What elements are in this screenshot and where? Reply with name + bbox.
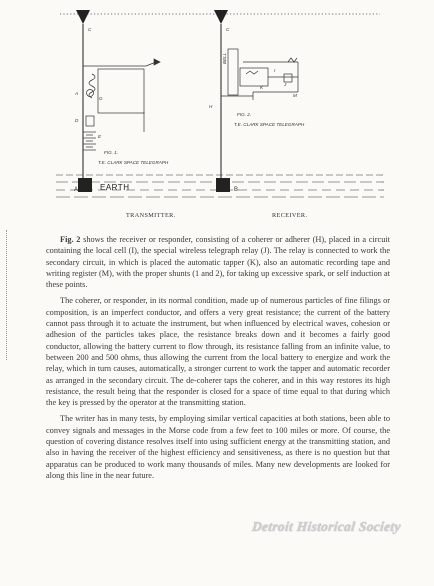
svg-text:A: A	[75, 91, 79, 96]
svg-text:B: B	[234, 187, 239, 193]
figure-reference: Fig. 2	[60, 235, 81, 244]
telegraph-diagram	[48, 4, 388, 226]
right-tower-top	[214, 10, 228, 24]
svg-text:G: G	[99, 96, 103, 101]
svg-text:C: C	[88, 27, 92, 32]
svg-text:A: A	[74, 187, 79, 193]
watermark: Detroit Historical Society	[251, 519, 402, 534]
body-text	[46, 234, 390, 486]
svg-text:D: D	[75, 118, 79, 123]
svg-text:FIG. 1.: FIG. 1.	[104, 150, 119, 155]
left-ground-plate	[78, 178, 92, 192]
receiver-apparatus	[221, 49, 298, 100]
transmitter-apparatus	[83, 59, 160, 150]
left-tower-top	[76, 10, 90, 24]
svg-text:M: M	[293, 93, 297, 98]
svg-text:C: C	[226, 27, 230, 32]
svg-text:EARTH: EARTH	[100, 183, 130, 192]
svg-text:E: E	[98, 134, 102, 139]
receiver-caption: RECEIVER.	[272, 212, 308, 219]
paragraph-3: The writer has in many tests, by employing similar vertical capacities at both stations, been able to convey signals and messages in the Morse code from a few feet to 100 miles or more. Of course, the question of covering distance resolves itself into using sufficient energy at the transmitting station, and also in having the receiver of the highest efficiency and sensitiveness, as there is no question but that apparatus can be produced to work many thousands of miles. Many new developments are looked for along this line in the near future.	[46, 414, 390, 480]
paragraph-1: Fig. 2 shows the receiver or responder, consisting of a coherer or adherer (H), placed in a circuit containing the local cell (I), the special wireless telegraph relay (J). The relay is connected to work the secondary circuit, in which is placed the automatic tapper (K), also an automatic recording tape and writing register (M), with the proper shunts (1 and 2), for taking up excessive spark, or self induction at these points.	[46, 235, 390, 290]
svg-text:J: J	[284, 82, 287, 87]
svg-text:T.E. CLARK SPACE TELEGRAPH: T.E. CLARK SPACE TELEGRAPH	[98, 160, 169, 165]
svg-text:K: K	[260, 85, 264, 90]
svg-text:FIG. 2.: FIG. 2.	[237, 112, 252, 117]
transmitter-caption: TRANSMITTER.	[126, 212, 176, 219]
right-ground-plate	[216, 178, 230, 192]
svg-text:I: I	[274, 68, 276, 73]
figure-captions	[0, 212, 434, 224]
paragraph-2: The coherer, or responder, in its normal condition, made up of numerous particles of fine filings or composition, is an imperfect conductor, and offers a very great resistance; the current of the battery cannot pass through it to actuate the instrument, but when influenced by electrical waves, cohesion or adhesion of the particles takes place, the resistance breaks down and it becomes a fairly good conductor, allowing the battery current to flow through, its resistance falling from an infinite value, to between 200 and 500 ohms, thus allowing the current from the local battery to energize and work the relay, which in turn causes, automatically, a stronger current to work the tapper and automatic recorder as arranged in the secondary circuit. The de-coherer taps the coherer, and in this way restores its high resistance, the result being that the responder is closed for a space of time equal to that during which the key is pressed by the operator at the transmitting station.	[46, 296, 390, 408]
svg-text:BELL: BELL	[222, 52, 227, 64]
page-edge-mark	[6, 230, 9, 360]
svg-text:H: H	[209, 104, 213, 109]
svg-text:T.E. CLARK SPACE TELEGRAPH: T.E. CLARK SPACE TELEGRAPH	[234, 122, 305, 127]
